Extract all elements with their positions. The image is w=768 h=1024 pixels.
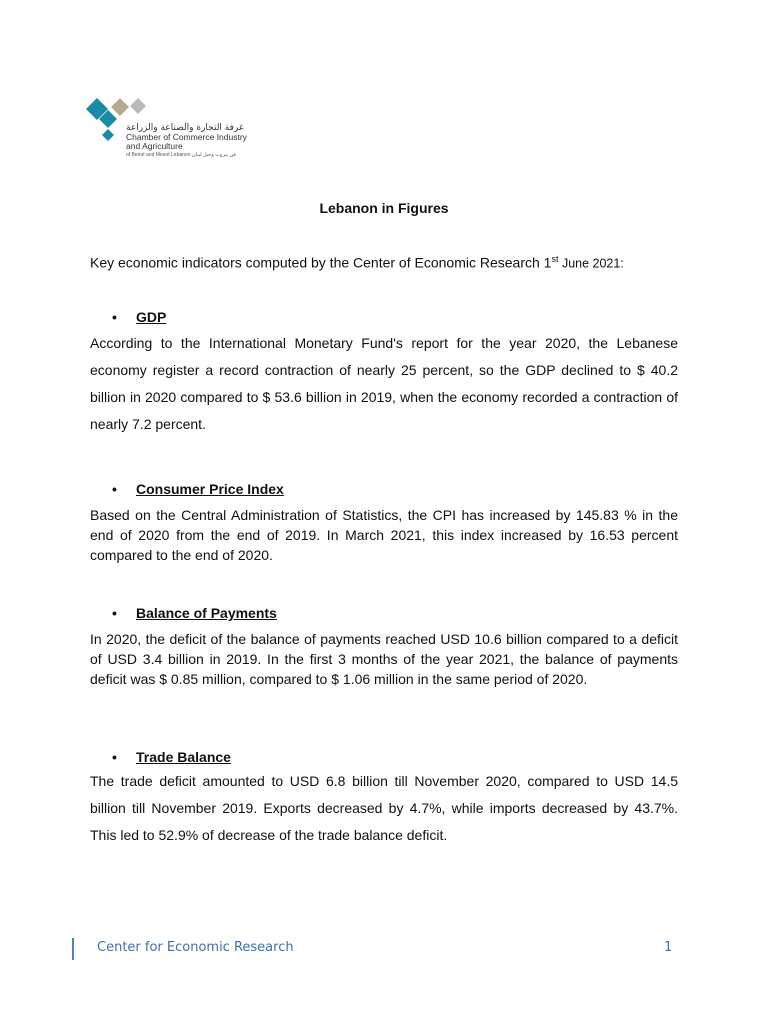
section-heading — [112, 749, 678, 765]
intro-text: Key economic indicators computed by the Center of Economic Research 1 — [90, 254, 552, 271]
page-title: Lebanon in Figures — [319, 200, 449, 216]
section-heading-label: Trade Balance — [136, 749, 231, 765]
bullet-icon: • — [112, 749, 117, 765]
footer-divider — [72, 938, 74, 960]
section-cpi — [90, 481, 678, 565]
section-heading — [112, 309, 678, 325]
section-paragraph: According to the International Monetary Fund's report for the year 2020, the Lebanese economy register a record contraction of nearly 25 percent, so the GDP declined to $ 40.2 billion in 2020 compared to $ 53.6 billion in 2019, when the economy recorded a contraction of nearly 7.2 percent. — [90, 335, 678, 432]
section-gdp — [90, 309, 678, 438]
footer-text: Center for Economic Research — [97, 940, 294, 955]
chamber-logo — [84, 96, 264, 170]
section-paragraph: In 2020, the deficit of the balance of payments reached USD 10.6 billion compared to a deficit of USD 3.4 billion in 2019. In the first 3 months of the year 2021, the balance of payments deficit was $ 0.85 million, compared to $ 1.06 million in the same period of 2020. — [90, 631, 678, 687]
logo-tan-diamond-icon — [111, 98, 129, 116]
section-trade-balance — [90, 749, 678, 849]
bullet-icon: • — [112, 481, 117, 497]
logo-small-line: of Beirut and Mount Lebanon في بيروت وجبل لبنان — [126, 152, 236, 159]
section-heading-label: Balance of Payments — [136, 605, 277, 621]
section-heading — [112, 481, 678, 497]
section-paragraph: Based on the Central Administration of Statistics, the CPI has increased by 145.83 % in the end of 2020 from the end of 2019. In March 2021, this index increased by 16.53 percent compared to the end of 2020. — [90, 507, 678, 563]
intro-date: June 2021: — [558, 256, 624, 271]
bullet-icon: • — [112, 605, 117, 621]
logo-arabic-name: غرفة التجارة والصناعة والزراعة — [126, 123, 244, 133]
bullet-icon: • — [112, 309, 117, 325]
logo-grey-diamond-icon — [130, 98, 146, 114]
logo-english-line2: and Agriculture — [126, 141, 183, 152]
section-balance-of-payments — [90, 605, 678, 689]
intro-line — [90, 254, 690, 271]
section-heading-label: GDP — [136, 309, 167, 325]
logo-teal-diamond-tiny-icon — [102, 129, 114, 141]
section-heading — [112, 605, 678, 621]
intro-superscript: st — [551, 254, 559, 264]
section-heading-label: Consumer Price Index — [136, 481, 284, 497]
logo-text — [126, 124, 247, 159]
logo-english-line1: Chamber of Commerce Industry — [126, 132, 247, 143]
section-paragraph: The trade deficit amounted to USD 6.8 billion till November 2020, compared to USD 14.5 billion till November 2019. Exports decreased by 4.7%, while imports decreased by 43.7%. This led to 52.9% of decrease of the trade balance deficit. — [90, 773, 678, 843]
page-number: 1 — [664, 940, 673, 955]
